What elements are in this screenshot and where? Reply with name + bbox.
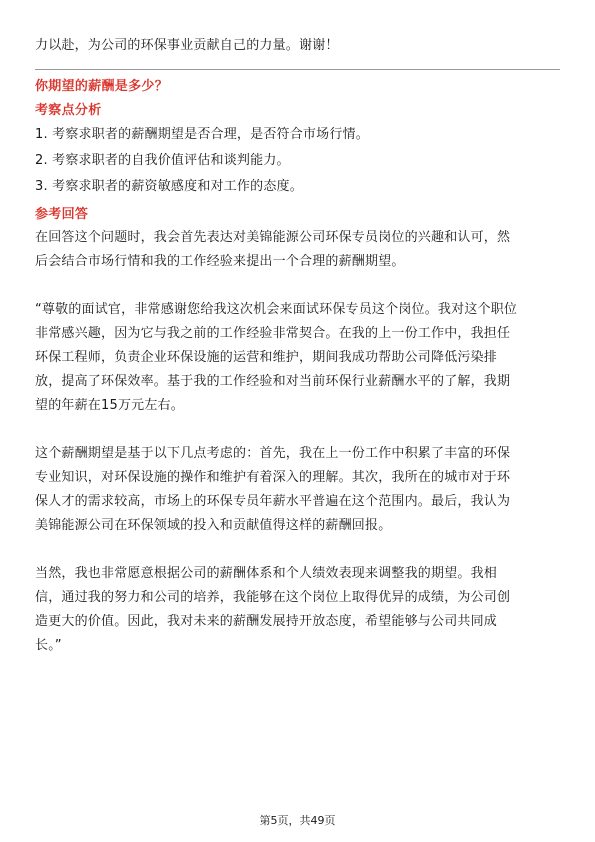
paragraph-gap [35,274,560,298]
paragraph-line: 环保工程师，负责企业环保设施的运营和维护，期间我成功帮助公司降低污染排 [35,350,498,365]
page-number: 第5页，共49页 [259,814,336,827]
paragraph-line: 保人才的需求较高，市场上的环保专员年薪水平普遍在这个范围内。最后，我认为 [35,494,511,509]
paragraph-line: 放，提高了环保效率。基于我的工作经验和对当前环保行业薪酬水平的了解，我期 [35,374,511,389]
list-item: 3. 考察求职者的薪资敏感度和对工作的态度。 [35,179,303,194]
paragraph-gap [35,418,560,442]
list-item: 2. 考察求职者的自我价值评估和谈判能力。 [35,153,290,168]
paragraph-line: 在回答这个问题时，我会首先表达对美锦能源公司环保专员岗位的兴趣和认可，然 [35,230,511,245]
paragraph-line: 后会结合市场行情和我的工作经验来提出一个合理的薪酬期望。 [35,254,405,269]
analysis-list [35,122,560,200]
answer-paragraph-2 [35,298,560,418]
answer-paragraph-4 [35,562,560,658]
section-divider [35,69,560,70]
paragraph-line: 当然，我也非常愿意根据公司的薪酬体系和个人绩效表现来调整我的期望。我相 [35,566,498,581]
question-title: 你期望的薪酬是多少？ [35,79,169,94]
paragraph-line: 非常感兴趣，因为它与我之前的工作经验非常契合。在我的上一份工作中，我担任 [35,326,511,341]
reference-heading: 参考回答 [35,207,89,222]
paragraph-line: 美锦能源公司在环保领域的投入和贡献值得这样的薪酬回报。 [35,518,392,533]
paragraph-line: 专业知识，对环保设施的操作和维护有着深入的理解。其次，我所在的城市对于环 [35,470,511,485]
paragraph-line: 信，通过我的努力和公司的培养，我能够在这个岗位上取得优异的成绩，为公司创 [35,590,511,605]
paragraph-line: 造更大的价值。因此，我对未来的薪酬发展持开放态度，希望能够与公司共同成 [35,614,498,629]
paragraph-line: “尊敬的面试官，非常感谢您给我这次机会来面试环保专员这个岗位。我对这个职位 [35,302,518,317]
document-page [35,34,560,658]
list-item: 1. 考察求职者的薪酬期望是否合理，是否符合市场行情。 [35,127,369,142]
paragraph-gap [35,538,560,562]
answer-paragraph-1 [35,226,560,274]
analysis-heading: 考察点分析 [35,103,102,118]
answer-paragraph-3 [35,442,560,538]
paragraph-line: 这个薪酬期望是基于以下几点考虑的：首先，我在上一份工作中积累了丰富的环保 [35,446,511,461]
paragraph-line: 长。” [35,638,62,653]
intro-tail-text: 力以赴，为公司的环保事业贡献自己的力量。谢谢！ [35,38,339,53]
paragraph-line: 望的年薪在15万元左右。 [35,398,184,413]
